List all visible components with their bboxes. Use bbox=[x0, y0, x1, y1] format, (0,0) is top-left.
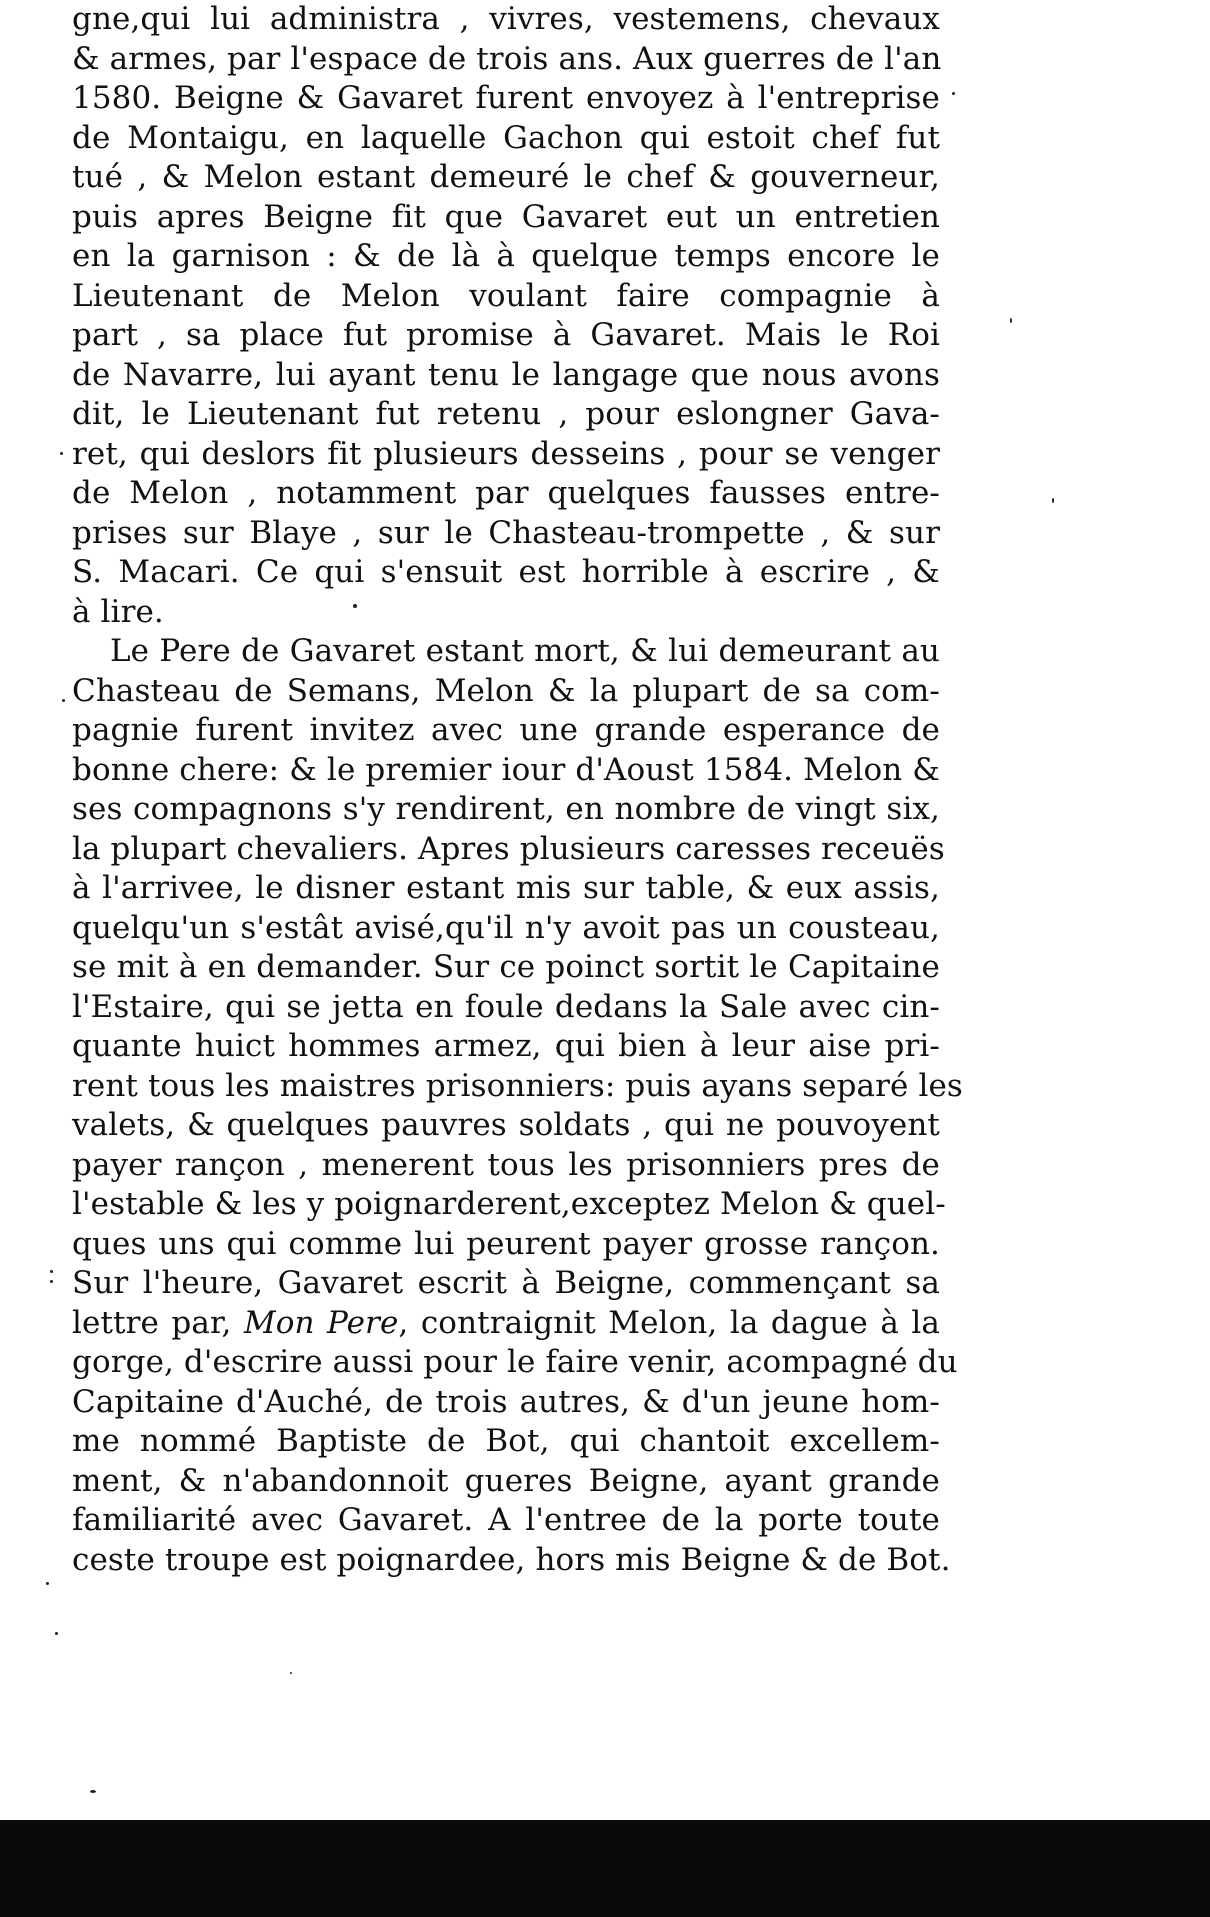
text-line: à lire. bbox=[72, 593, 164, 630]
text-line: 1580. Beigne & Gavaret furent envoyez à l'entreprise bbox=[72, 80, 940, 116]
text-line: la plupart chevaliers. Apres plusieurs caresses receuës bbox=[72, 830, 945, 867]
scan-speck bbox=[50, 1280, 53, 1283]
scan-speck bbox=[90, 1790, 96, 1793]
text-line: Capitaine d'Auché, de trois autres, & d'un jeune hom- bbox=[72, 1383, 940, 1420]
scan-speck bbox=[1052, 498, 1054, 503]
scan-speck bbox=[60, 452, 63, 455]
text-line: valets, & quelques pauvres soldats , qui ne pouvoyent bbox=[72, 1107, 940, 1143]
text-line: payer rançon , menerent tous les prisonniers pres de bbox=[72, 1146, 940, 1183]
scan-border-bottom bbox=[0, 1820, 1210, 1917]
scan-speck bbox=[62, 699, 65, 702]
text-line: l'estable & les y poignarderent,exceptez Melon & quel- bbox=[72, 1186, 946, 1222]
text-line: gorge, d'escrire aussi pour le faire venir, acompagné du bbox=[72, 1344, 958, 1380]
text-line: l'Estaire, qui se jetta en foule dedans la Sale avec cin- bbox=[72, 988, 940, 1025]
text-line: & armes, par l'espace de trois ans. Aux guerres de l'an bbox=[72, 40, 942, 77]
text-line: quante huict hommes armez, qui bien à leur aise pri- bbox=[72, 1028, 940, 1064]
text-line: quelqu'un s'estât avisé,qu'il n'y avoit pas un cousteau, bbox=[72, 909, 940, 946]
text-line: à l'arrivee, le disner estant mis sur table, & eux assis, bbox=[72, 870, 940, 906]
text-segment: lettre par, bbox=[72, 1304, 244, 1341]
text-line: ceste troupe est poignardee, hors mis Beigne & de Bot. bbox=[72, 1541, 951, 1578]
paragraph-1 bbox=[72, 0, 940, 632]
text-segment: , contraignit Melon, la dague à la bbox=[398, 1304, 941, 1341]
text-line-with-italic bbox=[72, 1304, 940, 1344]
scan-speck bbox=[55, 1632, 58, 1635]
paragraph-2 bbox=[72, 632, 963, 1580]
scan-speck bbox=[290, 1672, 292, 1674]
text-column bbox=[72, 0, 963, 1580]
text-line: de Montaigu, en laquelle Gachon qui estoit chef fut bbox=[72, 119, 940, 156]
text-line: de Navarre, lui ayant tenu le langage que nous avons bbox=[72, 356, 940, 393]
text-line: bonne chere: & le premier iour d'Aoust 1584. Melon & bbox=[72, 751, 940, 788]
text-line: Chasteau de Semans, Melon & la plupart de sa com- bbox=[72, 672, 940, 709]
scan-speck bbox=[46, 1582, 49, 1585]
text-line: S. Macari. Ce qui s'ensuit est horrible à escrire , & bbox=[72, 554, 940, 590]
text-line: se mit à en demander. Sur ce poinct sortit le Capitaine bbox=[72, 949, 940, 985]
text-line: prises sur Blaye , sur le Chasteau-trompette , & sur bbox=[72, 514, 940, 551]
text-line: ques uns qui comme lui peurent payer grosse rançon. bbox=[72, 1225, 940, 1262]
text-line: gne,qui lui administra , vivres, vestemens, chevaux bbox=[72, 1, 940, 37]
scan-speck bbox=[50, 1270, 53, 1273]
text-line: ret, qui deslors fit plusieurs desseins , pour se venger bbox=[72, 435, 940, 472]
scan-speck bbox=[353, 604, 357, 608]
scan-speck bbox=[952, 92, 955, 95]
text-line: Sur l'heure, Gavaret escrit à Beigne, commençant sa bbox=[72, 1265, 940, 1301]
text-line: Lieutenant de Melon voulant faire compagnie à bbox=[72, 277, 940, 314]
text-line: part , sa place fut promise à Gavaret. Mais le Roi bbox=[72, 317, 940, 353]
text-line: de Melon , notamment par quelques fausses entre- bbox=[72, 475, 940, 511]
text-line: en la garnison : & de là à quelque temps encore le bbox=[72, 238, 940, 274]
italic-salutation: Mon Pere bbox=[243, 1304, 399, 1341]
text-line: pagnie furent invitez avec une grande esperance de bbox=[72, 712, 940, 748]
text-line: rent tous les maistres prisonniers: puis ayans separé les bbox=[72, 1067, 963, 1104]
text-line: dit, le Lieutenant fut retenu , pour eslongner Gava- bbox=[72, 396, 940, 432]
text-line: familiarité avec Gavaret. A l'entree de la porte toute bbox=[72, 1502, 940, 1538]
text-line: puis apres Beigne fit que Gavaret eut un entretien bbox=[72, 198, 940, 235]
scan-speck bbox=[1010, 318, 1012, 323]
text-line: tué , & Melon estant demeuré le chef & gouverneur, bbox=[72, 159, 940, 195]
text-line: ment, & n'abandonnoit gueres Beigne, ayant grande bbox=[72, 1462, 940, 1499]
text-line: ses compagnons s'y rendirent, en nombre de vingt six, bbox=[72, 791, 940, 827]
text-line: Le Pere de Gavaret estant mort, & lui demeurant au bbox=[110, 633, 940, 669]
text-line: me nommé Baptiste de Bot, qui chantoit excellem- bbox=[72, 1423, 940, 1459]
